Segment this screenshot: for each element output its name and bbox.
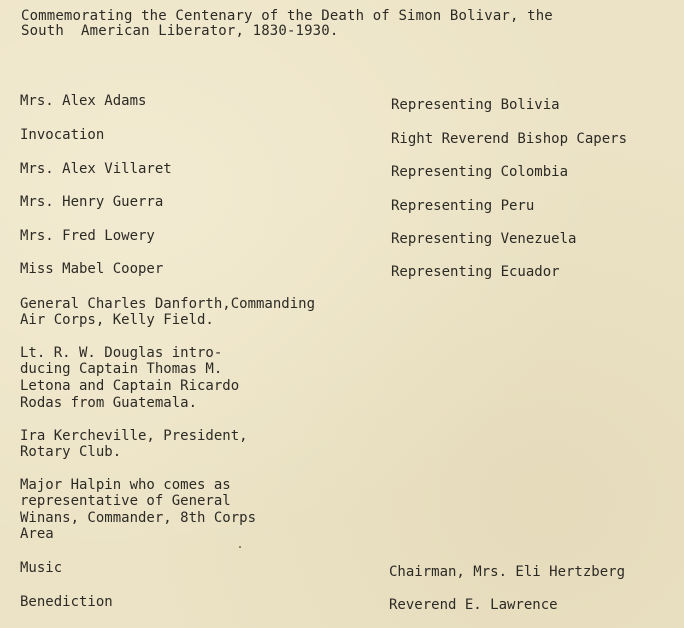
program-item-left: Rodas from Guatemala. [20,395,198,411]
program-item-right: Representing Colombia [391,164,569,180]
program-item-left: Air Corps, Kelly Field. [20,312,214,328]
program-item-right: Representing Venezuela [391,231,577,247]
heading-line-1: Commemorating the Centenary of the Death of Simon Bolivar, the [21,8,553,24]
program-item-right: Right Reverend Bishop Capers [391,131,628,147]
ink-speck [239,546,241,548]
program-item-left: Mrs. Alex Adams [20,93,147,109]
program-item-left: Ira Kercheville, President, [20,428,248,444]
program-item-left: Mrs. Fred Lowery [20,228,155,244]
program-item-left: Miss Mabel Cooper [20,261,164,277]
program-item-left: Mrs. Alex Villaret [20,161,172,177]
program-item-left: representative of General [20,493,231,509]
heading-line-2: South American Liberator, 1830-1930. [21,23,339,39]
program-item-left: Lt. R. W. Douglas intro- [20,345,223,361]
program-item-left: Major Halpin who comes as [20,477,231,493]
program-item-right: Representing Peru [391,198,535,214]
program-item-left: Letona and Captain Ricardo [20,378,240,394]
program-item-left: Invocation [20,127,105,143]
program-item-right: Reverend E. Lawrence [389,597,558,613]
program-item-left: Music [20,560,63,576]
program-item-left: ducing Captain Thomas M. [20,361,223,377]
program-item-left: Benediction [20,594,113,610]
program-item-left: Winans, Commander, 8th Corps [20,510,257,526]
program-item-left: Rotary Club. [20,444,122,460]
program-item-left: Mrs. Henry Guerra [20,194,164,210]
program-item-left: Area [20,526,54,542]
program-heading [21,9,671,39]
program-item-right: Representing Bolivia [391,97,560,113]
program-item-left: General Charles Danforth,Commanding [20,296,316,312]
program-item-right: Representing Ecuador [391,264,560,280]
program-item-right: Chairman, Mrs. Eli Hertzberg [389,564,626,580]
